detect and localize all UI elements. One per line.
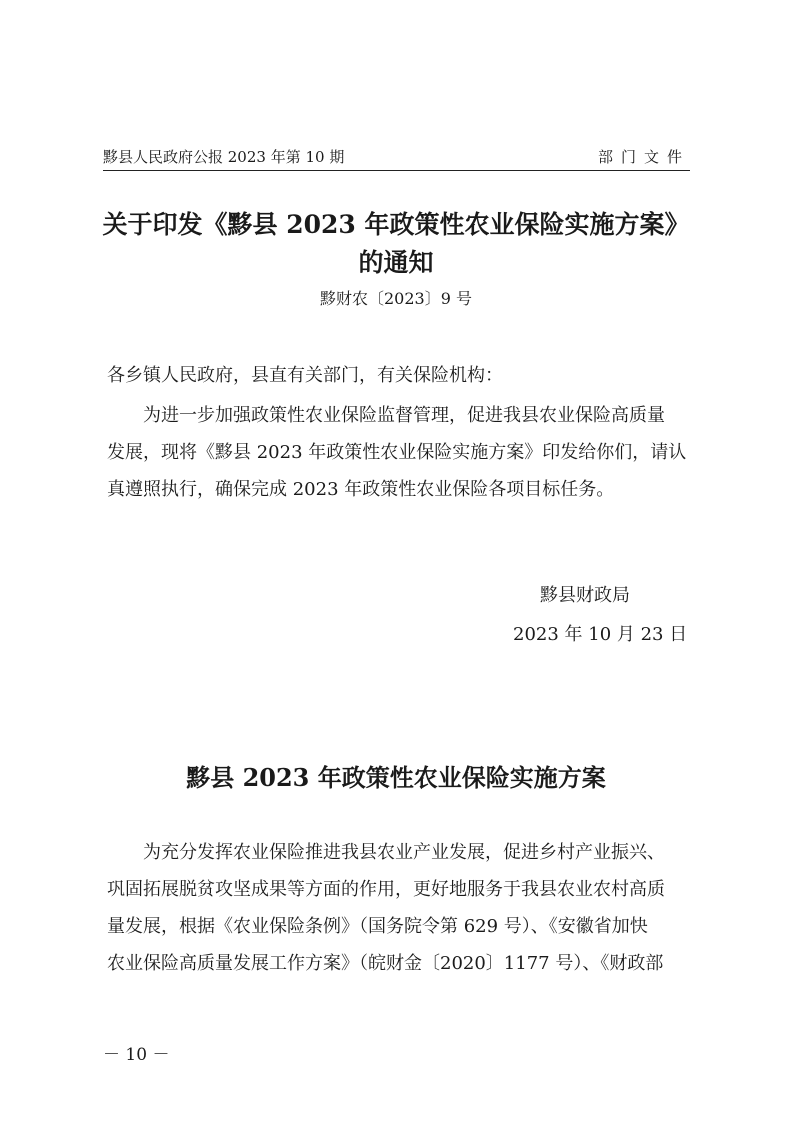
page-header bbox=[103, 140, 690, 171]
document-number: 黟财农〔2023〕9 号 bbox=[320, 289, 472, 308]
issue-date: 2023 年 10 月 23 日 bbox=[513, 624, 688, 645]
plan-body-line: 巩固拓展脱贫攻坚成果等方面的作用，更好地服务于我县农业农村高质 bbox=[107, 879, 665, 900]
notice-title-line2: 的通知 bbox=[358, 248, 434, 277]
salutation: 各乡镇人民政府，县直有关部门，有关保险机构： bbox=[107, 365, 503, 386]
notice-body-line: 为进一步加强政策性农业保险监督管理，促进我县农业保险高质量 bbox=[143, 405, 665, 426]
page-number: － 10 － bbox=[103, 1045, 170, 1065]
plan-body-line: 为充分发挥农业保险推进我县农业产业发展，促进乡村产业振兴、 bbox=[143, 842, 665, 863]
issuer-signature: 黟县财政局 bbox=[540, 585, 630, 606]
plan-body-line: 量发展，根据《农业保险条例》（国务院令第 629 号）、《安徽省加快 bbox=[107, 916, 648, 937]
plan-title: 黟县 2023 年政策性农业保险实施方案 bbox=[186, 763, 606, 792]
notice-body-line: 真遵照执行，确保完成 2023 年政策性农业保险各项目标任务。 bbox=[107, 479, 615, 500]
publication-title: 黟县人民政府公报 2023 年第 10 期 bbox=[103, 148, 345, 166]
plan-body-line: 农业保险高质量发展工作方案》（皖财金〔2020〕1177 号）、《财政部 bbox=[107, 953, 664, 974]
section-label: 部门文件 bbox=[597, 148, 690, 166]
notice-body-line: 发展，现将《黟县 2023 年政策性农业保险实施方案》印发给你们，请认 bbox=[107, 442, 687, 463]
notice-title-line1: 关于印发《黟县 2023 年政策性农业保险实施方案》 bbox=[102, 210, 690, 239]
